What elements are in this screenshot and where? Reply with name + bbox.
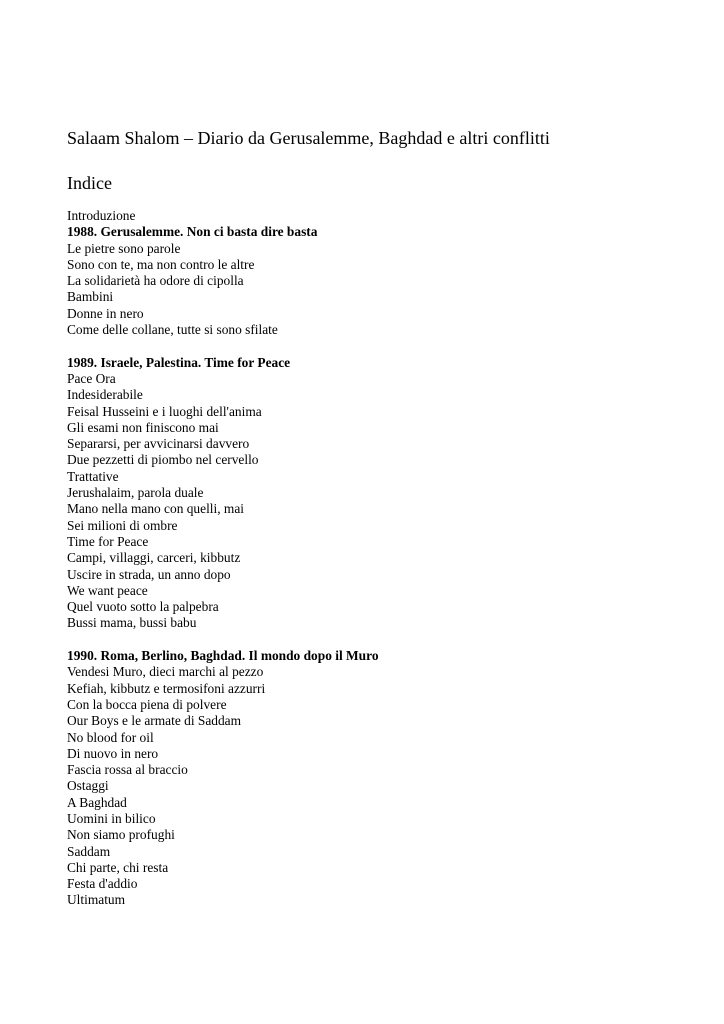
toc-item: A Baghdad bbox=[67, 794, 127, 810]
toc-item: We want peace bbox=[67, 582, 148, 598]
toc-item: Gli esami non finiscono mai bbox=[67, 419, 219, 435]
toc-item: Jerushalaim, parola duale bbox=[67, 485, 204, 501]
index-heading: Indice bbox=[67, 173, 112, 193]
toc-item: Bussi mama, bussi babu bbox=[67, 615, 197, 631]
toc-item: La solidarietà ha odore di cipolla bbox=[67, 273, 244, 289]
toc-item: Fascia rossa al braccio bbox=[67, 762, 188, 778]
toc-item: Ultimatum bbox=[67, 892, 126, 908]
toc-item-intro: Introduzione bbox=[67, 208, 136, 223]
section-spacer bbox=[67, 338, 687, 354]
table-of-contents bbox=[67, 208, 687, 909]
toc-item: No blood for oil bbox=[67, 729, 154, 745]
toc-item: Mano nella mano con quelli, mai bbox=[67, 501, 245, 517]
toc-section-heading: 1988. Gerusalemme. Non ci basta dire basta bbox=[67, 224, 318, 240]
toc-item: Uscire in strada, un anno dopo bbox=[67, 566, 231, 582]
toc-item: Come delle collane, tutte si sono sfilate bbox=[67, 322, 278, 338]
toc-item: Festa d'addio bbox=[67, 876, 138, 892]
toc-item: Kefiah, kibbutz e termosifoni azzurri bbox=[67, 680, 266, 696]
toc-item: Pace Ora bbox=[67, 370, 116, 386]
toc-item: Le pietre sono parole bbox=[67, 240, 181, 256]
toc-item: Separarsi, per avvicinarsi davvero bbox=[67, 436, 250, 452]
toc-item: Chi parte, chi resta bbox=[67, 859, 169, 875]
toc-item: Di nuovo in nero bbox=[67, 745, 159, 761]
toc-item: Our Boys e le armate di Saddam bbox=[67, 713, 242, 729]
toc-item: Feisal Husseini e i luoghi dell'anima bbox=[67, 403, 262, 419]
toc-item: Indesiderabile bbox=[67, 387, 143, 403]
toc-item: Time for Peace bbox=[67, 533, 149, 549]
section-spacer bbox=[67, 632, 687, 648]
toc-item: Con la bocca piena di polvere bbox=[67, 696, 227, 712]
document-title: Salaam Shalom – Diario da Gerusalemme, Baghdad e altri conflitti bbox=[67, 128, 550, 148]
toc-item: Quel vuoto sotto la palpebra bbox=[67, 599, 219, 615]
toc-item: Sei milioni di ombre bbox=[67, 517, 178, 533]
toc-section-heading: 1989. Israele, Palestina. Time for Peace bbox=[67, 354, 291, 370]
toc-item: Trattative bbox=[67, 468, 119, 484]
toc-item: Ostaggi bbox=[67, 778, 109, 794]
toc-item: Non siamo profughi bbox=[67, 827, 175, 843]
toc-item: Due pezzetti di piombo nel cervello bbox=[67, 452, 259, 468]
toc-item: Donne in nero bbox=[67, 305, 144, 321]
toc-item: Saddam bbox=[67, 843, 111, 859]
toc-item: Sono con te, ma non contro le altre bbox=[67, 256, 255, 272]
toc-item: Uomini in bilico bbox=[67, 810, 156, 826]
toc-item: Bambini bbox=[67, 289, 114, 305]
toc-item: Vendesi Muro, dieci marchi al pezzo bbox=[67, 664, 264, 680]
toc-item: Campi, villaggi, carceri, kibbutz bbox=[67, 550, 241, 566]
toc-section-heading: 1990. Roma, Berlino, Baghdad. Il mondo dopo il Muro bbox=[67, 648, 379, 664]
